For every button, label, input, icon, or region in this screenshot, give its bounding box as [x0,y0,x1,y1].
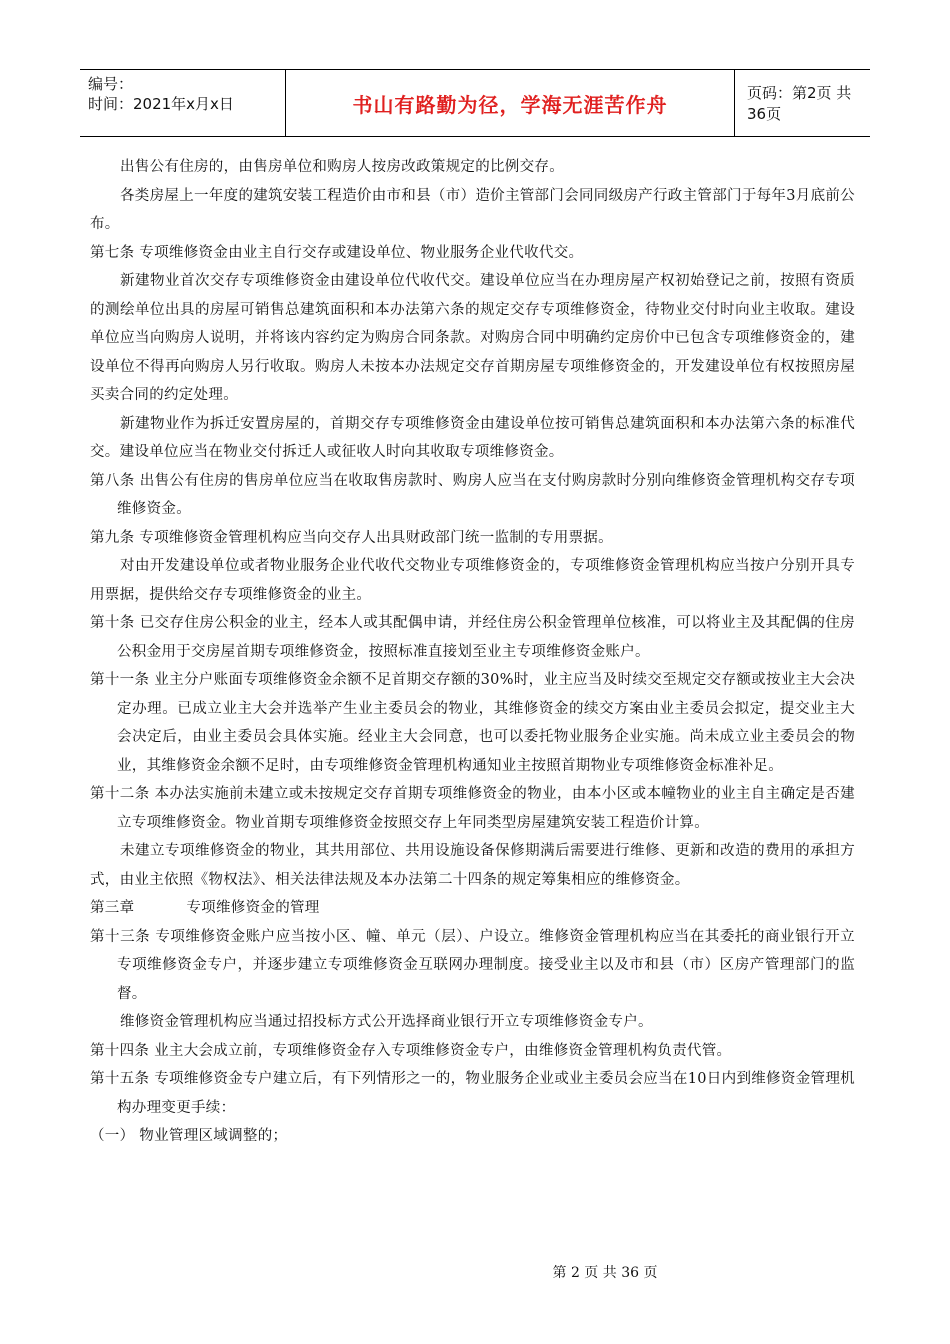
paragraph: 出售公有住房的，由售房单位和购房人按房改政策规定的比例交存。 [120,159,564,175]
paragraph: 新建物业首次交存专项维修资金由建设单位代收代交。建设单位应当在办理房屋产权初始登记之前，按照有资质的测绘单位出具的房屋可销售总建筑面积和本办法第六条的规定交存专项维修资金，待物业交付时向业主收取。建设单位应当向购房人说明，并将该内容约定为购房合同条款。对购房合同中明确约定房价中已包含专项维修资金的，建设单位不得再向购房人另行收取。购房人未按本办法规定交存首期房屋专项维修资金的，开发建设单位有权按照房屋买卖合同的约定处理。 [90,273,855,403]
page-footer: 第 2 页 共 36 页 [552,1265,658,1281]
article-12: 第十二条 本办法实施前未建立或未按规定交存首期专项维修资金的物业，由本小区或本幢物业的业主自主确定是否建立专项维修资金。物业首期专项维修资金按照交存上年同类型房屋建筑安装工程造价计算。 [90,786,855,831]
paragraph: 新建物业作为拆迁安置房屋的，首期交存专项维修资金由建设单位按可销售总建筑面积和本办法第六条的标准代交。建设单位应当在物业交付拆迁人或征收人时向其收取专项维修资金。 [90,415,855,460]
time-label: 时间：2021年x月x日 [88,95,234,113]
paragraph: 未建立专项维修资金的物业，其共用部位、共用设施设备保修期满后需要进行维修、更新和改造的费用的承担方式，由业主依照《物权法》、相关法律法规及本办法第二十四条的规定筹集相应的维修资金。 [90,843,855,888]
paragraph: 维修资金管理机构应当通过招投标方式公开选择商业银行开立专项维修资金专户。 [120,1014,653,1030]
article-11: 第十一条 业主分户账面专项维修资金余额不足首期交存额的30%时，业主应当及时续交至规定交存额或按业主大会决定办理。已成立业主大会并选举产生业主委员会的物业，其维修资金的续交方案由业主委员会拟定，提交业主大会决定后，由业主委员会具体实施。经业主大会同意，也可以委托物业服务企业实施。尚未成立业主委员会的物业，其维修资金余额不足时，由专项维修资金管理机构通知业主按照首期物业专项维修资金标准补足。 [90,672,855,774]
article-13: 第十三条 专项维修资金账户应当按小区、幢、单元（层）、户设立。维修资金管理机构应当在其委托的商业银行开立专项维修资金专户，并逐步建立专项维修资金互联网办理制度。接受业主以及市和县（市）区房产管理部门的监督。 [90,928,855,1002]
header-page-label: 页码：第2页 共36页 [747,84,852,123]
article-10: 第十条 已交存住房公积金的业主，经本人或其配偶申请，并经住房公积金管理单位核准，可以将业主及其配偶的住房公积金用于交房屋首期专项维修资金，按照标准直接划至业主专项维修资金账户。 [90,615,855,660]
article-7: 第七条 专项维修资金由业主自行交存或建设单位、物业服务企业代收代交。 [90,244,584,261]
paragraph: 各类房屋上一年度的建筑安装工程造价由市和县（市）造价主管部门会同同级房产行政主管部门于每年3月底前公布。 [90,187,855,232]
number-label: 编号： [88,75,134,93]
document-body [90,153,855,1151]
header-meta [80,70,285,136]
list-item: （一） 物业管理区域调整的； [90,1128,288,1144]
chapter-number: 第三章 [90,900,135,916]
article-15: 第十五条 专项维修资金专户建立后，有下列情形之一的，物业服务企业或业主委员会应当在10日内到维修资金管理机构办理变更手续： [90,1071,855,1116]
article-14: 第十四条 业主大会成立前，专项维修资金存入专项维修资金专户，由维修资金管理机构负责代管。 [90,1042,732,1059]
header-motto: 书山有路勤为径，学海无涯苦作舟 [285,70,735,136]
paragraph: 对由开发建设单位或者物业服务企业代收代交物业专项维修资金的，专项维修资金管理机构应当按户分别开具专用票据，提供给交存专项维修资金的业主。 [90,558,855,603]
chapter-title: 专项维修资金的管理 [186,900,320,916]
article-8: 第八条 出售公有住房的售房单位应当在收取售房款时、购房人应当在支付购房款时分别向维修资金管理机构交存专项维修资金。 [90,472,855,517]
chapter-heading [90,894,855,923]
page-header [80,69,870,137]
article-9: 第九条 专项维修资金管理机构应当向交存人出具财政部门统一监制的专用票据。 [90,529,613,546]
